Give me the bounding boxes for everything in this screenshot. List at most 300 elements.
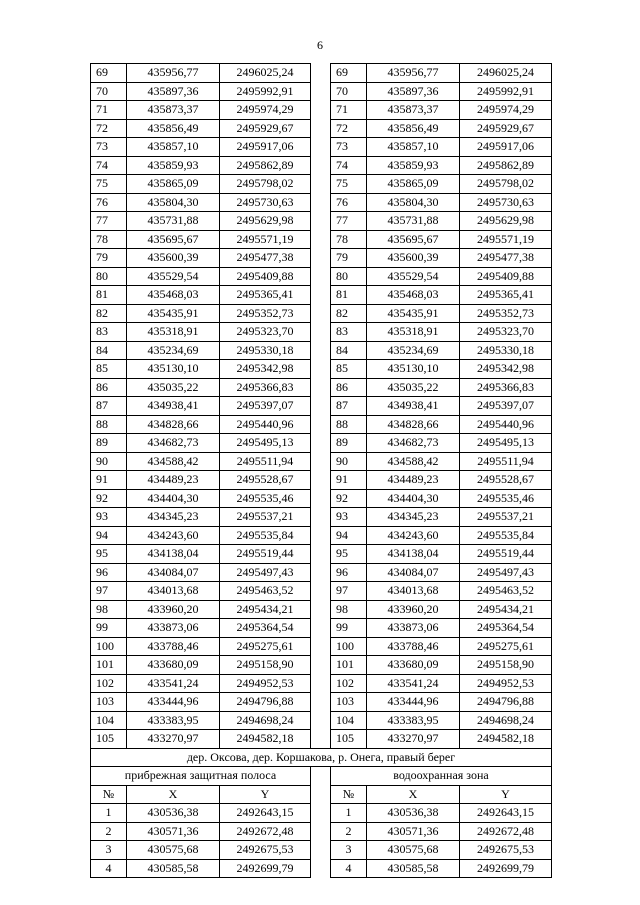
- right-x-value: 435804,30: [367, 193, 460, 212]
- table-row: [91, 637, 552, 656]
- right-x-value: 430536,38: [367, 804, 460, 823]
- right-y-value: 2495397,07: [460, 397, 552, 416]
- left-point-number: 94: [91, 526, 127, 545]
- table-row: [91, 230, 552, 249]
- right-point-number: 90: [331, 452, 367, 471]
- column-gap: [311, 804, 331, 823]
- right-y-value: 2495409,88: [460, 267, 552, 286]
- right-point-number: 82: [331, 304, 367, 323]
- column-gap: [311, 267, 331, 286]
- left-point-number: 105: [91, 730, 127, 749]
- left-x-value: 434084,07: [127, 563, 220, 582]
- left-point-number: 86: [91, 378, 127, 397]
- right-point-number: 105: [331, 730, 367, 749]
- left-x-value: 434345,23: [127, 508, 220, 527]
- right-y-value: 2495537,21: [460, 508, 552, 527]
- left-x-value: 435873,37: [127, 101, 220, 120]
- left-point-number: 77: [91, 212, 127, 231]
- left-y-value: 2495528,67: [220, 471, 311, 490]
- right-point-number: 102: [331, 674, 367, 693]
- column-gap: [311, 230, 331, 249]
- column-gap: [311, 82, 331, 101]
- right-y-value: 2495511,94: [460, 452, 552, 471]
- right-x-value: 434489,23: [367, 471, 460, 490]
- left-x-value: 433270,97: [127, 730, 220, 749]
- right-x-value: 434588,42: [367, 452, 460, 471]
- right-point-number: 3: [331, 841, 367, 860]
- right-x-value: 435529,54: [367, 267, 460, 286]
- right-point-number: 83: [331, 323, 367, 342]
- column-gap: [311, 785, 331, 804]
- right-x-value: 434828,66: [367, 415, 460, 434]
- left-num-header: №: [91, 785, 127, 804]
- left-y-value: 2495571,19: [220, 230, 311, 249]
- right-x-value: 435468,03: [367, 286, 460, 305]
- left-zone-heading: прибрежная защитная полоса: [91, 767, 311, 786]
- left-y-value: 2495364,54: [220, 619, 311, 638]
- right-y-value: 2494698,24: [460, 711, 552, 730]
- right-y-value: 2495535,46: [460, 489, 552, 508]
- column-gap: [311, 693, 331, 712]
- right-y-value: 2495862,89: [460, 156, 552, 175]
- column-gap: [311, 526, 331, 545]
- left-x-value: 435130,10: [127, 360, 220, 379]
- right-point-number: 76: [331, 193, 367, 212]
- column-gap: [311, 212, 331, 231]
- right-y-value: 2495440,96: [460, 415, 552, 434]
- right-point-number: 101: [331, 656, 367, 675]
- left-y-value: 2495992,91: [220, 82, 311, 101]
- left-point-number: 71: [91, 101, 127, 120]
- left-x-value: 433680,09: [127, 656, 220, 675]
- table-row: [91, 286, 552, 305]
- left-point-number: 89: [91, 434, 127, 453]
- right-y-value: 2495364,54: [460, 619, 552, 638]
- left-x-value: 434682,73: [127, 434, 220, 453]
- right-point-number: 79: [331, 249, 367, 268]
- left-point-number: 103: [91, 693, 127, 712]
- left-y-value: 2495798,02: [220, 175, 311, 194]
- column-gap: [311, 193, 331, 212]
- table-row: [91, 156, 552, 175]
- table-row: [91, 563, 552, 582]
- left-y-value: 2494582,18: [220, 730, 311, 749]
- column-gap: [311, 730, 331, 749]
- left-y-value: 2494952,53: [220, 674, 311, 693]
- right-y-value: 2495495,13: [460, 434, 552, 453]
- section-coordinates-body: [91, 804, 552, 878]
- table-row: [91, 822, 552, 841]
- right-y-value: 2495571,19: [460, 230, 552, 249]
- right-x-value: 435600,39: [367, 249, 460, 268]
- right-y-value: 2494796,88: [460, 693, 552, 712]
- right-x-value: 433270,97: [367, 730, 460, 749]
- column-gap: [311, 360, 331, 379]
- column-gap: [311, 822, 331, 841]
- left-x-value: 430585,58: [127, 859, 220, 878]
- table-row: [91, 600, 552, 619]
- right-point-number: 73: [331, 138, 367, 157]
- left-point-number: 102: [91, 674, 127, 693]
- left-y-value: 2495366,83: [220, 378, 311, 397]
- column-gap: [311, 508, 331, 527]
- right-point-number: 103: [331, 693, 367, 712]
- right-y-value: 2496025,24: [460, 64, 552, 83]
- column-gap: [311, 397, 331, 416]
- column-gap: [311, 767, 331, 786]
- left-x-value: 434938,41: [127, 397, 220, 416]
- right-x-value: 435695,67: [367, 230, 460, 249]
- left-x-value: 434013,68: [127, 582, 220, 601]
- column-gap: [311, 304, 331, 323]
- right-y-value: 2495158,90: [460, 656, 552, 675]
- left-point-number: 73: [91, 138, 127, 157]
- left-x-value: 435856,49: [127, 119, 220, 138]
- table-row: [91, 489, 552, 508]
- right-point-number: 96: [331, 563, 367, 582]
- right-y-value: 2495730,63: [460, 193, 552, 212]
- table-row: [91, 82, 552, 101]
- left-point-number: 88: [91, 415, 127, 434]
- table-row: [91, 101, 552, 120]
- right-x-value: 433788,46: [367, 637, 460, 656]
- column-gap: [311, 101, 331, 120]
- table-row: [91, 138, 552, 157]
- column-gap: [311, 600, 331, 619]
- right-point-number: 97: [331, 582, 367, 601]
- table-row: [91, 471, 552, 490]
- right-point-number: 70: [331, 82, 367, 101]
- right-x-value: 434938,41: [367, 397, 460, 416]
- left-point-number: 69: [91, 64, 127, 83]
- right-x-value: 433680,09: [367, 656, 460, 675]
- table-row: [91, 397, 552, 416]
- column-gap: [311, 545, 331, 564]
- table-row: [91, 175, 552, 194]
- right-y-value: 2495352,73: [460, 304, 552, 323]
- left-y-value: 2495463,52: [220, 582, 311, 601]
- right-y-value: 2492675,53: [460, 841, 552, 860]
- right-point-number: 100: [331, 637, 367, 656]
- right-y-value: 2495992,91: [460, 82, 552, 101]
- column-gap: [311, 711, 331, 730]
- section-title-row: [91, 748, 552, 767]
- left-x-value: 435731,88: [127, 212, 220, 231]
- left-point-number: 85: [91, 360, 127, 379]
- left-y-value: 2495397,07: [220, 397, 311, 416]
- left-x-value: 430571,36: [127, 822, 220, 841]
- column-gap: [311, 674, 331, 693]
- left-point-number: 81: [91, 286, 127, 305]
- right-x-header: X: [367, 785, 460, 804]
- left-y-value: 2495330,18: [220, 341, 311, 360]
- left-y-value: 2495158,90: [220, 656, 311, 675]
- left-y-value: 2495519,44: [220, 545, 311, 564]
- right-point-number: 78: [331, 230, 367, 249]
- right-x-value: 435859,93: [367, 156, 460, 175]
- left-point-number: 74: [91, 156, 127, 175]
- left-y-value: 2495929,67: [220, 119, 311, 138]
- left-x-value: 434138,04: [127, 545, 220, 564]
- left-point-number: 97: [91, 582, 127, 601]
- table-row: [91, 323, 552, 342]
- left-y-value: 2495342,98: [220, 360, 311, 379]
- right-point-number: 1: [331, 804, 367, 823]
- right-x-value: 434243,60: [367, 526, 460, 545]
- right-x-value: 434013,68: [367, 582, 460, 601]
- left-point-number: 2: [91, 822, 127, 841]
- right-x-value: 433541,24: [367, 674, 460, 693]
- column-gap: [311, 175, 331, 194]
- left-x-value: 435529,54: [127, 267, 220, 286]
- left-y-value: 2495352,73: [220, 304, 311, 323]
- right-x-value: 435035,22: [367, 378, 460, 397]
- right-x-value: 434084,07: [367, 563, 460, 582]
- table-row: [91, 249, 552, 268]
- table-row: [91, 711, 552, 730]
- table-row: [91, 341, 552, 360]
- right-y-value: 2492643,15: [460, 804, 552, 823]
- left-y-value: 2494796,88: [220, 693, 311, 712]
- left-x-value: 433383,95: [127, 711, 220, 730]
- right-y-value: 2495798,02: [460, 175, 552, 194]
- right-x-value: 435435,91: [367, 304, 460, 323]
- table-row: [91, 119, 552, 138]
- column-gap: [311, 489, 331, 508]
- left-point-number: 80: [91, 267, 127, 286]
- right-x-value: 435956,77: [367, 64, 460, 83]
- left-x-value: 430575,68: [127, 841, 220, 860]
- left-x-value: 434588,42: [127, 452, 220, 471]
- column-gap: [311, 415, 331, 434]
- table-row: [91, 64, 552, 83]
- right-y-value: 2495535,84: [460, 526, 552, 545]
- left-y-value: 2495495,13: [220, 434, 311, 453]
- left-point-number: 90: [91, 452, 127, 471]
- right-zone-heading: водоохранная зона: [331, 767, 552, 786]
- right-x-value: 435857,10: [367, 138, 460, 157]
- table-row: [91, 193, 552, 212]
- right-x-value: 435873,37: [367, 101, 460, 120]
- table-row: [91, 267, 552, 286]
- column-gap: [311, 452, 331, 471]
- left-point-number: 4: [91, 859, 127, 878]
- zone-heading-row: [91, 767, 552, 786]
- column-gap: [311, 434, 331, 453]
- right-x-value: 433444,96: [367, 693, 460, 712]
- left-y-value: 2492675,53: [220, 841, 311, 860]
- table-row: [91, 415, 552, 434]
- right-x-value: 435865,09: [367, 175, 460, 194]
- left-x-value: 435804,30: [127, 193, 220, 212]
- right-x-value: 433960,20: [367, 600, 460, 619]
- left-y-value: 2495917,06: [220, 138, 311, 157]
- column-gap: [311, 286, 331, 305]
- right-y-header: Y: [460, 785, 552, 804]
- table-row: [91, 545, 552, 564]
- right-y-value: 2495528,67: [460, 471, 552, 490]
- left-point-number: 72: [91, 119, 127, 138]
- column-gap: [311, 119, 331, 138]
- column-gap: [311, 582, 331, 601]
- left-point-number: 70: [91, 82, 127, 101]
- right-point-number: 94: [331, 526, 367, 545]
- right-y-value: 2495323,70: [460, 323, 552, 342]
- right-x-value: 430571,36: [367, 822, 460, 841]
- left-point-number: 100: [91, 637, 127, 656]
- right-point-number: 99: [331, 619, 367, 638]
- left-x-value: 435600,39: [127, 249, 220, 268]
- right-point-number: 104: [331, 711, 367, 730]
- right-y-value: 2495917,06: [460, 138, 552, 157]
- column-gap: [311, 64, 331, 83]
- right-point-number: 80: [331, 267, 367, 286]
- left-point-number: 87: [91, 397, 127, 416]
- column-gap: [311, 378, 331, 397]
- table-row: [91, 508, 552, 527]
- left-y-value: 2492643,15: [220, 804, 311, 823]
- table-row: [91, 859, 552, 878]
- right-x-value: 434682,73: [367, 434, 460, 453]
- left-point-number: 3: [91, 841, 127, 860]
- left-point-number: 78: [91, 230, 127, 249]
- column-gap: [311, 841, 331, 860]
- left-y-value: 2494698,24: [220, 711, 311, 730]
- right-y-value: 2495366,83: [460, 378, 552, 397]
- left-x-value: 435865,09: [127, 175, 220, 194]
- column-gap: [311, 138, 331, 157]
- left-point-number: 76: [91, 193, 127, 212]
- right-x-value: 434138,04: [367, 545, 460, 564]
- column-gap: [311, 563, 331, 582]
- left-point-number: 91: [91, 471, 127, 490]
- table-row: [91, 693, 552, 712]
- left-point-number: 75: [91, 175, 127, 194]
- left-y-value: 2495365,41: [220, 286, 311, 305]
- left-y-value: 2495275,61: [220, 637, 311, 656]
- left-y-value: 2495434,21: [220, 600, 311, 619]
- left-x-value: 435857,10: [127, 138, 220, 157]
- right-point-number: 81: [331, 286, 367, 305]
- right-y-value: 2495929,67: [460, 119, 552, 138]
- right-x-value: 435234,69: [367, 341, 460, 360]
- left-point-number: 98: [91, 600, 127, 619]
- column-gap: [311, 249, 331, 268]
- right-point-number: 72: [331, 119, 367, 138]
- column-header-row: [91, 785, 552, 804]
- right-x-value: 434345,23: [367, 508, 460, 527]
- right-point-number: 74: [331, 156, 367, 175]
- right-x-value: 433873,06: [367, 619, 460, 638]
- right-point-number: 77: [331, 212, 367, 231]
- left-x-value: 435435,91: [127, 304, 220, 323]
- left-point-number: 83: [91, 323, 127, 342]
- left-y-value: 2495629,98: [220, 212, 311, 231]
- left-point-number: 93: [91, 508, 127, 527]
- left-x-value: 434828,66: [127, 415, 220, 434]
- left-y-value: 2492672,48: [220, 822, 311, 841]
- left-x-value: 435318,91: [127, 323, 220, 342]
- left-x-value: 435897,36: [127, 82, 220, 101]
- table-row: [91, 526, 552, 545]
- left-y-value: 2495535,84: [220, 526, 311, 545]
- left-x-value: 434243,60: [127, 526, 220, 545]
- table-row: [91, 656, 552, 675]
- left-point-number: 101: [91, 656, 127, 675]
- left-y-value: 2495511,94: [220, 452, 311, 471]
- left-y-value: 2495409,88: [220, 267, 311, 286]
- left-x-value: 433788,46: [127, 637, 220, 656]
- left-y-value: 2495535,46: [220, 489, 311, 508]
- left-y-value: 2495537,21: [220, 508, 311, 527]
- left-point-number: 95: [91, 545, 127, 564]
- column-gap: [311, 619, 331, 638]
- right-point-number: 69: [331, 64, 367, 83]
- table-row: [91, 378, 552, 397]
- right-point-number: 87: [331, 397, 367, 416]
- column-gap: [311, 341, 331, 360]
- table-row: [91, 582, 552, 601]
- left-y-value: 2495497,43: [220, 563, 311, 582]
- right-y-value: 2495629,98: [460, 212, 552, 231]
- right-x-value: 435856,49: [367, 119, 460, 138]
- left-x-value: 435035,22: [127, 378, 220, 397]
- table-row: [91, 730, 552, 749]
- left-point-number: 96: [91, 563, 127, 582]
- left-x-value: 435956,77: [127, 64, 220, 83]
- right-x-value: 435318,91: [367, 323, 460, 342]
- left-y-value: 2495730,63: [220, 193, 311, 212]
- coordinates-table: [90, 63, 552, 878]
- left-x-value: 435859,93: [127, 156, 220, 175]
- left-y-value: 2492699,79: [220, 859, 311, 878]
- right-point-number: 85: [331, 360, 367, 379]
- right-point-number: 71: [331, 101, 367, 120]
- right-point-number: 86: [331, 378, 367, 397]
- section-title: дер. Оксова, дер. Коршакова, р. Онега, правый берег: [91, 748, 552, 767]
- right-y-value: 2492699,79: [460, 859, 552, 878]
- right-x-value: 435130,10: [367, 360, 460, 379]
- column-gap: [311, 323, 331, 342]
- left-y-value: 2495862,89: [220, 156, 311, 175]
- left-point-number: 84: [91, 341, 127, 360]
- right-y-value: 2495275,61: [460, 637, 552, 656]
- right-y-value: 2494582,18: [460, 730, 552, 749]
- left-point-number: 104: [91, 711, 127, 730]
- right-y-value: 2495330,18: [460, 341, 552, 360]
- right-x-value: 433383,95: [367, 711, 460, 730]
- left-y-header: Y: [220, 785, 311, 804]
- left-point-number: 99: [91, 619, 127, 638]
- column-gap: [311, 471, 331, 490]
- right-point-number: 84: [331, 341, 367, 360]
- left-x-value: 434404,30: [127, 489, 220, 508]
- right-point-number: 2: [331, 822, 367, 841]
- right-y-value: 2495463,52: [460, 582, 552, 601]
- left-x-value: 435695,67: [127, 230, 220, 249]
- right-y-value: 2495497,43: [460, 563, 552, 582]
- column-gap: [311, 156, 331, 175]
- column-gap: [311, 656, 331, 675]
- left-x-value: 430536,38: [127, 804, 220, 823]
- right-y-value: 2492672,48: [460, 822, 552, 841]
- right-num-header: №: [331, 785, 367, 804]
- left-x-value: 434489,23: [127, 471, 220, 490]
- left-y-value: 2496025,24: [220, 64, 311, 83]
- page-number: 6: [317, 38, 323, 52]
- right-point-number: 98: [331, 600, 367, 619]
- left-x-value: 433444,96: [127, 693, 220, 712]
